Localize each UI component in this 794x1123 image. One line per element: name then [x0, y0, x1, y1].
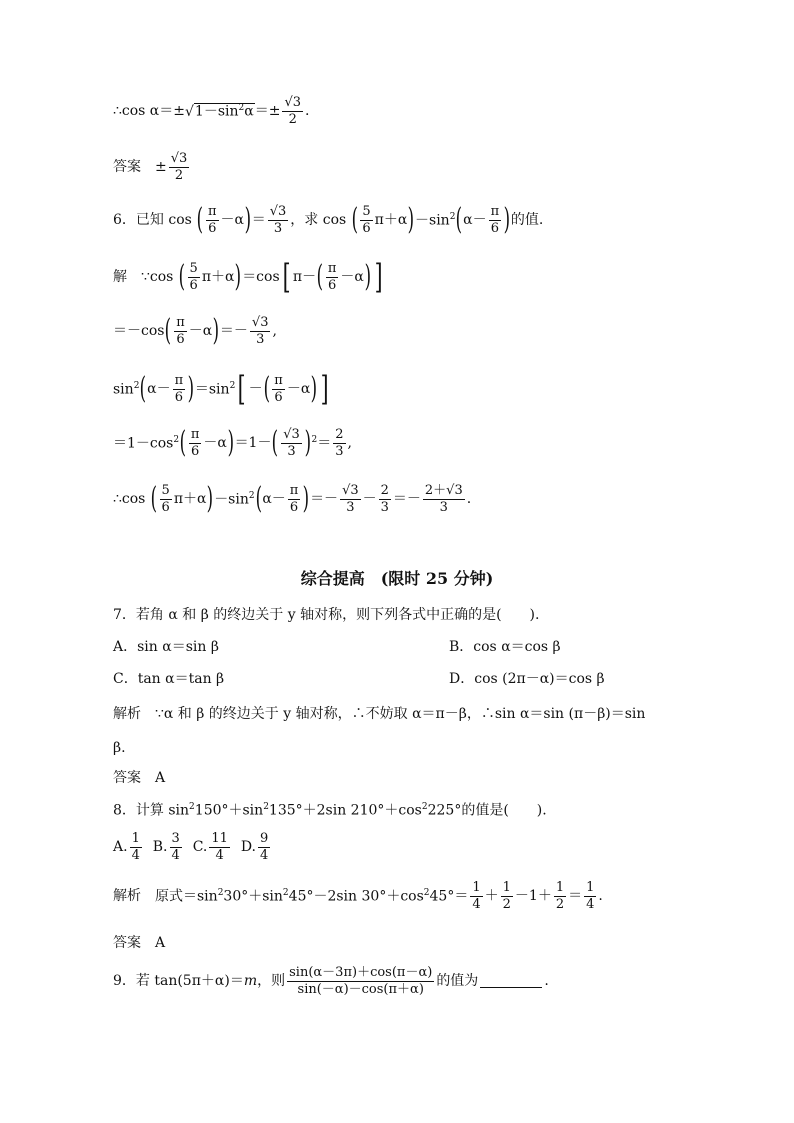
q6-step3: $\sin^2$ ( α－ $\frac{\pi}{6}$ ) $=\sin^2$ [ － ( $\frac{\pi}{6}$ －α ) ]	[113, 369, 329, 409]
answer-label: 答案	[113, 159, 141, 176]
q6-step2: ＝－cos ( $\frac{\pi}{6}$ －α ) ＝－ $\frac{√3}{3}$ ,	[113, 313, 277, 349]
q8-answer-value: A	[155, 935, 166, 951]
prev-answer: 答案 ± $\frac{√3}{2}$	[113, 151, 188, 183]
q6-step1: 解 ∵cos ( $\frac{5}{6}$ π＋α ) ＝cos [ π－ ( $\frac{\pi}{6}$ －α ) ]	[113, 257, 383, 297]
analysis-label: 解析	[113, 888, 141, 905]
solution-label: 解	[113, 269, 127, 285]
q7-analysis	[113, 707, 645, 721]
q7-option-d: D．cos (2π－α)＝cos β	[449, 671, 605, 687]
answer-label: 答案	[113, 935, 141, 951]
answer-label: 答案	[113, 770, 141, 786]
q6-stem: 6．已知 cos ( $\frac{\pi}{6}$ －α ) ＝ $\frac{√3}{3}$ ，求 cos ( $\frac{5}{6}$ π＋α ) $-\sin^2$ ( α－ $\frac{\pi}{6}$ ) 的值.	[113, 202, 544, 238]
q7-answer-value: A	[155, 770, 166, 786]
analysis-label: 解析	[113, 706, 141, 722]
q7-answer	[113, 771, 165, 785]
q7-option-c: C．tan α＝tan β	[113, 671, 225, 687]
q6-step4: $=1-\cos^2$ ( $\frac{\pi}{6}$ －α ) ＝1－ ( $\frac{√3}{3}$ ) $^2$＝ $\frac{2}{3}$ ,	[113, 425, 352, 461]
q8-options: A. $\frac{1}{4}$ B. $\frac{3}{4}$ C. $\frac{11}{4}$ D. $\frac{9}{4}$	[113, 831, 269, 863]
q7-stem: 7．若角 α 和 β 的终边关于 y 轴对称，则下列各式中正确的是( ).	[113, 607, 540, 623]
q7-analysis-text: ∵α 和 β 的终边关于 y 轴对称，∴不妨取 α＝π－β，∴sin α＝sin (π－β)＝sin	[155, 706, 646, 722]
q7-option-b: B．cos α＝cos β	[449, 639, 561, 655]
q6-step5: ∴cos ( $\frac{5}{6}$ π＋α ) $-\sin^2$ ( α－ $\frac{\pi}{6}$ ) ＝－ $\frac{√3}{3}$ － $\frac{2}{3}$ ＝－ $\frac{2+√3}{3}$ .	[113, 481, 472, 517]
q8-analysis: 解析 原式$=\sin^230^\circ+\sin^245^\circ-2\sin$ $30^\circ+\cos^245^\circ=$ $\frac{1}{4}$ ＋ $\frac{1}{2}$ －1＋ $\frac{1}{2}$ ＝ $\frac{1}{4}$ .	[113, 880, 603, 912]
q7-analysis-cont: β.	[113, 740, 126, 756]
q9-stem: 9．若 tan(5π＋α)＝m，则 $\frac{\sin(\alpha-3\pi)+\cos(\pi-\alpha)}{\sin(-\alpha)-\cos(\pi+\alpha)}$ 的值为 .	[113, 965, 549, 997]
answer-blank[interactable]	[480, 975, 542, 988]
q7-option-a: A．sin α＝sin β	[113, 639, 219, 655]
q8-stem: 8．计算 $\sin^2150^\circ+\sin^2135^\circ+2\sin$ $210^\circ+\cos^2225^\circ$的值是( ).	[113, 802, 547, 819]
q8-answer	[113, 936, 165, 950]
prev-solution-line: ∴cos α＝± √ $1-\sin^2\alpha$ ＝± $\frac{√3}{2}$ .	[113, 95, 310, 127]
section-title: 综合提高 (限时 25 分钟)	[300, 569, 494, 588]
